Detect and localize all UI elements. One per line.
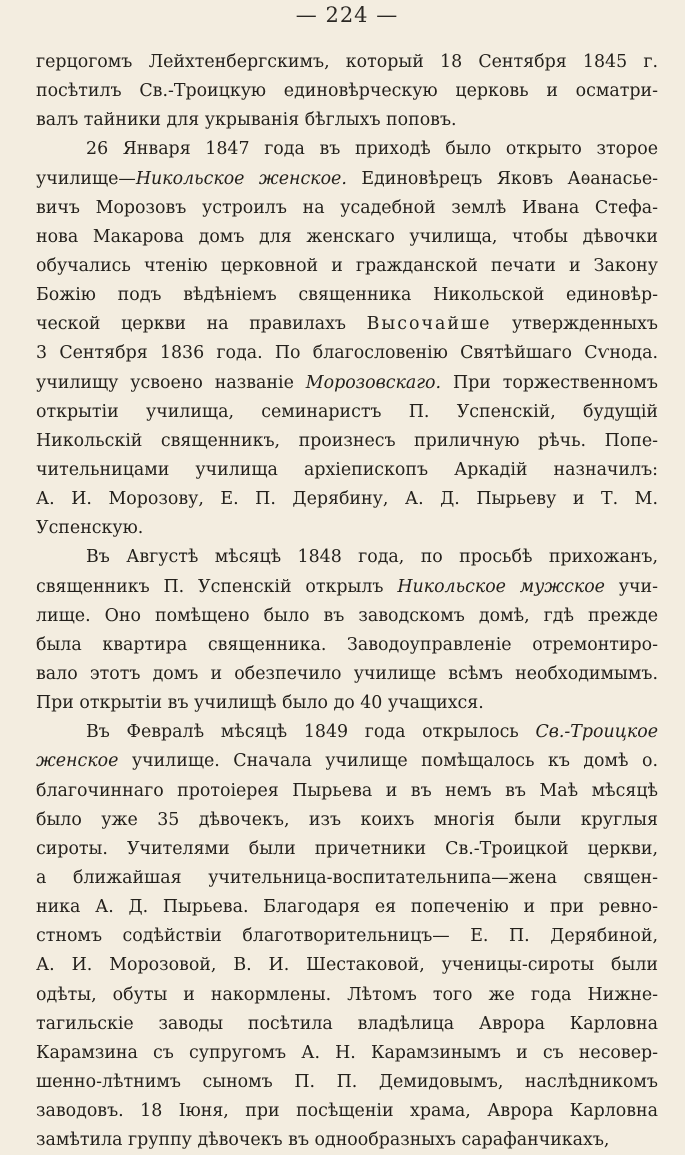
text-line: валъ тайники для укрыванія бѣглыхъ поповъ. (36, 110, 457, 131)
text-line: А. И. Морозовой, В. И. Шестаковой, ученицы-сироты были (36, 955, 658, 976)
text-line: открытіи училища, семинаристъ П. Успенскій, будущій (36, 401, 658, 422)
text-line: обучались чтенію церковной и гражданской печати и Закону (36, 255, 658, 276)
text-line: училищу усвоено названіе Морозовскаго. При торжественномъ (36, 372, 658, 393)
paragraph (36, 135, 658, 543)
text-line: замѣтила группу дѣвочекъ въ однообразныхъ сарафанчикахъ, (36, 1130, 610, 1151)
text-line: чительницами училища архіепископъ Аркадій назначилъ: (36, 459, 658, 480)
text-line: Карамзина съ супругомъ А. Н. Карамзинымъ и съ несовер- (36, 1042, 658, 1063)
text-line: заводовъ. 18 Іюня, при посѣщеніи храма, Аврора Карловна (36, 1101, 658, 1122)
spaced-emphasis: Высочайше (366, 314, 492, 335)
text-line: А. И. Морозову, Е. П. Дерябину, А. Д. Пырьеву и Т. М. (36, 489, 658, 510)
text-line: а ближайшая учительница-воспитательнипа—жена священ- (36, 867, 658, 888)
paragraph (36, 48, 658, 135)
text-line: благочиннаго протоіерея Пырьева и въ немъ въ Маѣ мѣсяцѣ (36, 780, 658, 801)
text-line: При открытіи въ училищѣ было до 40 учащихся. (36, 693, 484, 714)
text-line: сироты. Учителями были причетники Св.-Троицкой церкви, (36, 838, 658, 859)
text-line: было уже 35 дѣвочекъ, изъ коихъ многія были круглыя (36, 809, 658, 830)
text-line: 26 Января 1847 года въ приходѣ было открыто зторое (86, 139, 658, 160)
text-line: Успенскую. (36, 518, 144, 539)
text-line: Въ Февралѣ мѣсяцѣ 1849 года открылось Св.-Троицкое (86, 722, 658, 743)
text-line: 3 Сентября 1836 года. По благословенію Святѣйшаго Сѵнода. (36, 343, 658, 364)
text-line: училище—Никольское женское. Единовѣрецъ Яковъ Аѳанасье- (36, 168, 658, 189)
italic-emphasis: Св.-Троицкое (535, 722, 658, 743)
text-line: нова Макарова домъ для женскаго училища, чтобы дѣвочки (36, 226, 658, 247)
italic-emphasis: Никольское женское. (135, 168, 347, 189)
text-line: священникъ П. Успенскій открылъ Никольское мужское учи- (36, 576, 658, 597)
text-line: шенно-лѣтнимъ сыномъ П. П. Демидовымъ, наслѣдникомъ (36, 1071, 658, 1092)
page-number: — 224 — (295, 3, 399, 27)
italic-emphasis: Никольское мужское (397, 576, 605, 597)
italic-emphasis: женское (36, 751, 119, 772)
text-line: вичъ Морозовъ устроилъ на усадебной землѣ Ивана Стефа- (36, 197, 658, 218)
text-line: ческой церкви на правилахъ Высочайше утвержденныхъ (36, 314, 658, 335)
text-line: Божію подъ вѣдѣніемъ священника Никольской единовѣр- (36, 285, 658, 306)
paragraph (36, 718, 658, 1155)
italic-emphasis: Морозовскаго. (305, 372, 442, 393)
text-line: Никольскій священникъ, произнесъ приличную рѣчь. Попе- (36, 430, 658, 451)
text-line: Въ Августѣ мѣсяцѣ 1848 года, по просьбѣ прихожанъ, (86, 547, 658, 568)
body-text (36, 48, 658, 1155)
text-line: ника А. Д. Пырьева. Благодаря ея попеченію и при ревно- (36, 897, 658, 918)
text-line: тагильскіе заводы посѣтила владѣлица Аврора Карловна (36, 1013, 658, 1034)
text-line: стномъ содѣйствіи благотворительницъ— Е. П. Дерябиной, (36, 926, 658, 947)
paragraph (36, 543, 658, 718)
text-line: одѣты, обуты и накормлены. Лѣтомъ того же года Нижне- (36, 984, 658, 1005)
text-line: вало этотъ домъ и обезпечило училище всѣмъ необходимымъ. (36, 663, 658, 684)
text-line: лище. Оно помѣщено было въ заводскомъ домѣ, гдѣ прежде (36, 605, 658, 626)
text-line: женское училище. Сначала училище помѣщалось къ домѣ о. (36, 751, 658, 772)
text-line: посѣтилъ Св.-Троицкую единовѣрческую церковь и осматри- (36, 81, 658, 102)
text-line: герцогомъ Лейхтенбергскимъ, который 18 Сентября 1845 г. (36, 52, 658, 72)
text-line: была квартира священника. Заводоуправленіе отремонтиро- (36, 634, 658, 655)
